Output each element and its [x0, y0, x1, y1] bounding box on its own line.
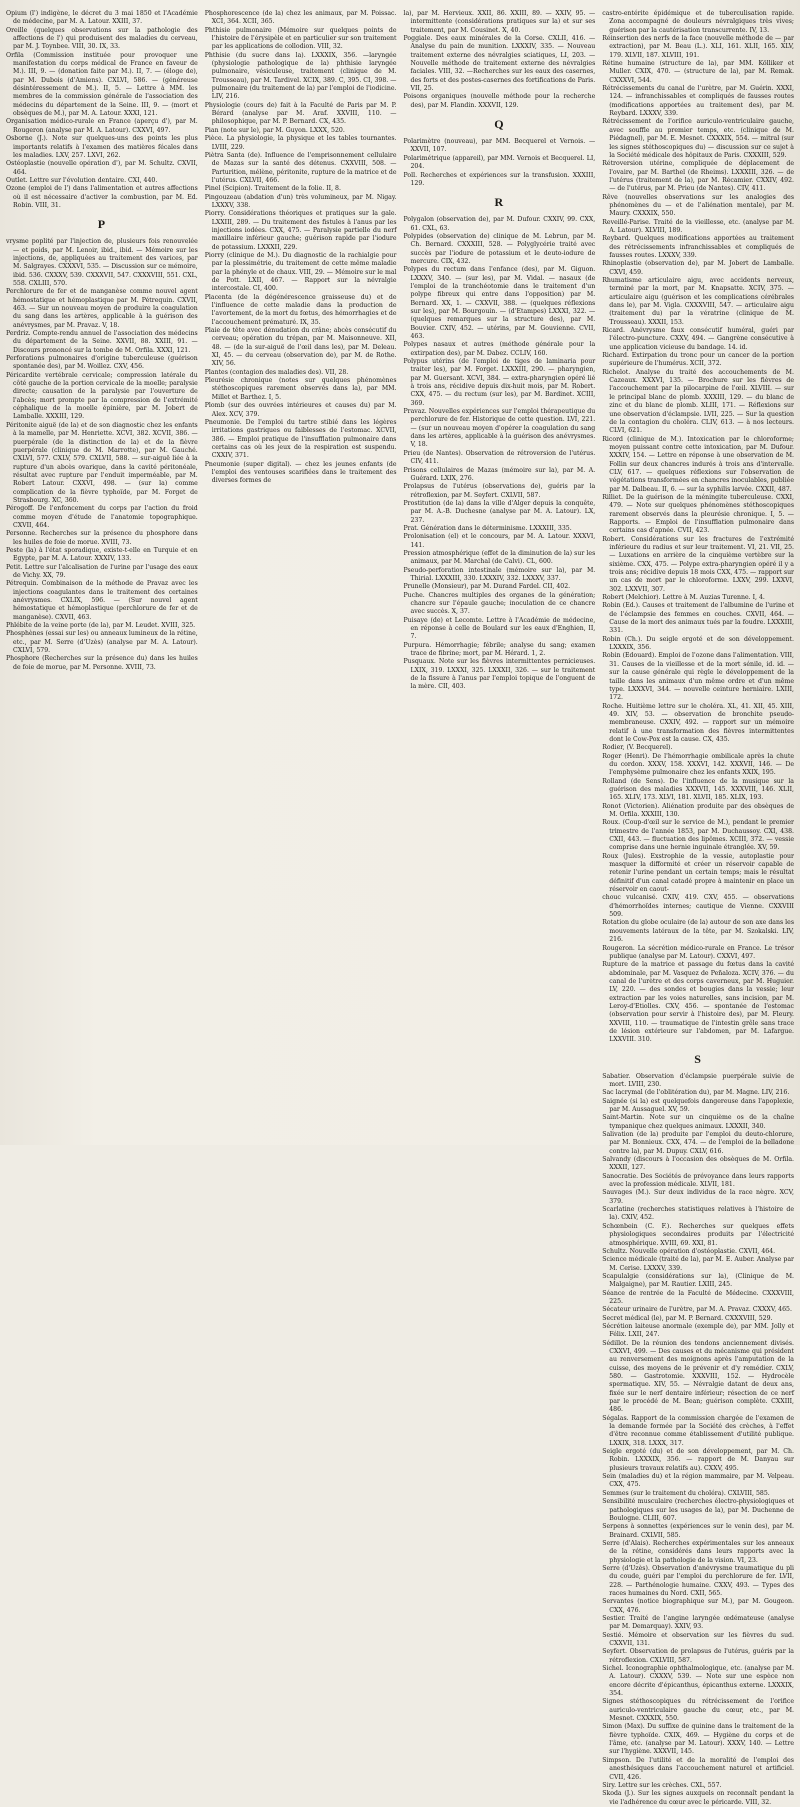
index-entry: Prat. Génération dans le déterminisme. LXXXIII, 335.: [403, 524, 572, 532]
index-entry: Péritonite aiguë (de la) et de son diagnostic chez les enfants à la mamelle, par M. Henriette. XCVI, 382. XCVII, 386. — puerpérale (de la distinction de la) et de la fièvre puerpérale (clinique de M. Marrotte), par M. Gauché. CXLVI, 577. CXLV, 579. CXLVII, 588. — sur-aiguë liée à la rupture d'un abcès ovarique, dans la cavité péritonéale, résultat avec rupture par l'enduit imperméable, par M. Robert Latour. CXXVI, 498. — (sur la) comme complication de la fièvre typhoïde, par M. Forget de Strasbourg. XC, 360.: [6, 421, 198, 504]
index-entry: Plantes (contagion des maladies des). VII, 28.: [204, 368, 349, 376]
index-entry: Prunelle (Monsieur), par M. Durand Fardel. CII, 402.: [403, 583, 571, 591]
index-entry: Roux. (Coup-d'œil sur le service de M.), pendant le premier trimestre de l'année 1853, par M. Duchaussoy. CXI, 438. CXII, 443. — fluctuation des lipômes. XCIII, 372. — vessie comprise dans une hernie inguinale étranglée. XV, 59.: [602, 819, 794, 852]
index-entry: Rétrécissements du canal de l'urètre, par M. Guérin. XXXI, 124. — infranchissables et compliqués de fausses routes (modifications apportées au traitement des), par M. Reybard. LXXXV, 339.: [602, 85, 794, 118]
index-entry: Pingouzeau (abdation d'un) très volumineux, par M. Nigay. LXXXV, 338.: [204, 193, 397, 209]
index-entry: Pièce. La physiologie, la physique et les tables tournantes. LVIII, 229.: [204, 135, 397, 151]
index-entry: Phosphorescence (de la) chez les animaux, par M. Poissac. XCI, 364. XCII, 365.: [204, 10, 397, 26]
index-entry: Saignée (si la) est quelquefois dangereuse dans l'apoplexie, par M. Aussaguel. XV, 59.: [602, 1097, 794, 1113]
index-entry: Ostéoplastie (nouvelle opération d'), par M. Schultz. CXVII, 464.: [6, 160, 198, 176]
index-entry: Skoda (J.). Sur les signes auxquels on reconnaît pendant la vie l'adhérence du cœur avec le péricarde. VIII, 32.: [602, 1790, 794, 1806]
index-entry: Serre (d'Uzès). Observation d'anévrysme traumatique du pli du coude, guéri par l'emploi du perchlorure de fer. LVII, 228. — Parthénologie humaine. CXXV, 493. — Types des races humaines du Nord. CXII, 565.: [602, 1564, 794, 1597]
index-entry: Scarlatine (recherches statistiques relatives à l'histoire de la). CXIV, 452.: [602, 1206, 794, 1222]
index-entry: Perdriz. Compte-rendu annuel de l'association des médecins du département de la Seine. XXVII, 88. XXIII, 91. — Discours prononcé sur la tombe de M. Orfila. XXXI, 121.: [6, 330, 198, 354]
column-2: [205, 10, 397, 1807]
index-entry: Physiologie (cours de) fait à la Faculté de Paris par M. P. Bérard (analyse par M. Araf. XXVIII, 110. — philosophique, par M. P. Bernard. CX, 435.: [204, 101, 397, 126]
index-entry: Pian (note sur le), par M. Guyon. LXXX, 520.: [204, 126, 345, 134]
index-entry: Prisons cellulaires de Mazas (mémoire sur la), par M. A. Guérard. LXIX, 276.: [403, 466, 596, 482]
index-entry: Pérogoff. De l'enfoncement du corps par l'action du froid comme moyen d'étude de l'anatomie topographique. CXVII, 464.: [6, 505, 198, 529]
index-entry: Organisation médico-rurale en France (aperçu d'), par M. Rougeron (analyse par M. A. Latour). CXXVI, 497.: [6, 118, 198, 134]
index-entry: Pseudo-perforation intestinale (mémoire sur la), par M. Thirial. LXXXIII, 330. LXXXIV, 332. LXXXV, 337.: [403, 566, 596, 582]
index-entry: Piorry (clinique de M.). Du diagnostic de la rachialgie pour par la plessimétrie, du traitement de cette même maladie par la phényle et de chaux. VIII, 29. — Mémoire sur le mal de Pott. LXII, 467. — Rapport sur la névralgie intercostale. CI, 400.: [204, 251, 397, 293]
index-entry: Saint-Martin. Note sur un cinquième os de la chaîne tympanique chez quelques animaux. LXXXII, 340.: [602, 1114, 794, 1130]
index-entry: Sauvages (M.). Sur deux individus de la race nègre. XCV, 379.: [602, 1189, 794, 1205]
index-entry: Purpura. Hémorrhagie; fébrile; analyse du sang; examen trace de fibrine; mort, par M. Hérard. 1, 2.: [403, 641, 596, 658]
index-entry: Robert (Melchior). Lettre à M. Auzias Turenne. I, 4.: [602, 594, 765, 602]
index-entry: Reybard. Quelques modifications apportées au traitement des rétrécissements infranchissables et compliqués de fausses routes. LXXXV, 339.: [602, 235, 794, 259]
index-entry: Phthisie (du sucre dans la). LXXXIX, 356. —laryngée (physiologie pathologique de la) phthisie laryngée pulmonaire, vésiculeuse, traitement (clinique de M. Trousseau), par M. Tardivel. XCIX, 389. C, 395. CI, 398. — pulmonaire (du traitement de la) par l'emploi de l'iodicine. LIV, 216.: [204, 51, 397, 101]
index-entry: Polypes nasaux et autres (méthode générale pour la extirpation des), par M. Dabez. CCLIV, 160.: [403, 341, 596, 357]
section-letter-q: Q: [494, 117, 505, 132]
index-entry: Poisons organiques (nouvelle méthode pour la recherche des), par M. Flandin. XXXVII, 129.: [403, 93, 596, 109]
index-entry: Signes stéthoscopiques du rétrécissement de l'orifice auriculo-ventriculaire gauche du cœur, etc., par M. Mesnet. CXXXIX, 550.: [602, 1698, 794, 1723]
index-entry: Rhumatisme articulaire aigu, avec accidents nerveux, terminé par la mort, par M. Knapsatte. XCIV, 375. — articulaire aigu (guérison et les complications cérébrales dans le), par M. Vigla. CXXXVIII, 547. — articulaire aigu (traitement du) par la vératrine (clinique de M. Trousseau). XXXII, 153.: [602, 277, 794, 326]
section-letter-s: S: [694, 1051, 702, 1066]
index-entry: Salvandy (discours à l'occasion des obsèques de M. Orfila. XXXII, 127.: [602, 1156, 794, 1172]
index-entry: Rotation du globe oculaire (de la) autour de son axe dans les mouvements latéraux de la tête, par M. Szokalski. LIV, 216.: [602, 919, 794, 944]
index-entry: Seyfert. Observation de prolapsus de l'utérus, guéris par la rétroflexion. CXLVIII, 587.: [602, 1648, 794, 1664]
index-entry: Ozone (emploi de l') dans l'alimentation et autres affections où il est nécessaire d'activer la combustion, par M. Ed. Robin. VIII, 31.: [6, 185, 198, 209]
index-entry: Pravaz. Nouvelles expériences sur l'emploi thérapeutique du perchlorure de fer. Historique de cette question. LVI, 221. — (sur un nouveau moyen d'opérer la coagulation du sang dans les artères, applicable à la guérison des anévrysmes. V, 18.: [403, 408, 596, 449]
index-entry: Robin (Ch.). Du seigle ergoté et de son développement. LXXXIX, 356.: [602, 635, 794, 652]
index-entry: Sensibilité musculaire (recherches électro-physiologiques et pathologiques sur les usages de la), par M. Duchenne de Boulogne. CLIII, 607.: [602, 1498, 794, 1522]
index-entry: Polarimétrique (appareil), par MM. Vernois et Becquerel. LI, 204.: [403, 154, 596, 171]
index-entry: Rétine humaine (structure de la), par MM. Kölliker et Muller. CXIX, 470. — (structure de la), par M. Remak. CXXXVI, 544.: [602, 60, 794, 84]
index-entry: Robin (Edouard). Emploi de l'ozone dans l'alimentation. VIII, 31. Causes de la vieillesse et de la mort sénile, id. id. — sur la cause générale qui règle le développement de la taille dans les animaux d'un même ordre et d'un même type. LXXXVI, 344. — nouvelle ceinture herniaire. LXIII, 172.: [602, 652, 794, 702]
index-entry: Rilliet. De la guérison de la méningite tuberculeuse. CXXI, 479. — Note sur quelques phénomènes stéthoscopiques rarement observés dans la pleurésie chronique. I, 5. — Rapports. — Emploi de l'insufflation pulmonaire dans certains cas d'apnée. CVII, 423.: [602, 493, 794, 535]
index-entry: Sac lacrymal (de l'oblitération du), par M. Magne. LIV, 216.: [602, 1089, 790, 1097]
index-entry: Polypus utérins (de l'emploi de tiges de laminaria pour traiter les), par M. Forget. LXXXIII, 290. — pharyngien, par M. Guersant. XCVI, 384. — extra-pharyngien opéré lié à trois ans, récidive depuis dix-huit mois, par M. Robert. CXX, 475. — du rectum (sur les), par M. Bardinet. XCIII, 369.: [403, 358, 596, 407]
index-entry: Rougeron. La sécrétion médico-rurale en France. Le trésor publique (analyse par M. Latour). CXXVI, 497.: [602, 944, 794, 960]
index-entry: Roche. Huitième lettre sur le choléra. XL, 41. XII, 45. XIII, 49. XIV, 53. — observation de bronchite pseudo-membraneuse. CXXIV, 492. — rapport sur un mémoire relatif à une transformation des fièvres intermittentes dont le Cow-Pox est la cause. CX, 435.: [602, 702, 794, 743]
index-entry: Rhinoplastie (observation de), par M. Jobert de Lamballe. CXVI, 459.: [602, 260, 794, 276]
index-entry: Poll. Recherches et expériences sur la transfusion. XXXIII, 129.: [403, 171, 596, 187]
index-entry: Pleurésie chronique (notes sur quelques phénomènes stéthoscopiques rarement observés dans la), par MM. Millet et Barthez. I, 5.: [204, 377, 397, 401]
index-entry: Plaie de tête avec dénudation du crâne; abcès consécutif du cerveau; opération du trépan, par M. Maisonneuve. XII, 48. — (de la sur-aiguë de l'œil dans les), par M. Deleau. XI, 45. — du cerveau (observation de), par M. de Rothe. XIV, 56.: [204, 327, 397, 368]
index-entry: Sestier. Traité de l'angine laryngée œdémateuse (analyse par M. Demarquay). XXIV, 93.: [602, 1614, 794, 1631]
index-entry: vrysme poplité par l'injection de, plusieurs fois renouvelée — et poids, par M. Lenoir, ibid., ibid. — Mémoire sur les injections, de, appliquées au traitement des varices, par M. Salgrayes. CXXXVI, 535. — Discussion sur ce mémoire, ibid. 536. CXXXV, 539. CXXXVII, 547. CXXXVIII, 551. CXL, 558. CXLIII, 570.: [6, 238, 198, 287]
index-entry: Prostitution (de la) dans la ville d'Alger depuis la conquête, par M. A.-B. Duchesne (analyse par M. A. Latour). LX, 237.: [403, 499, 596, 524]
index-entry: Rétrécissement de l'orifice auriculo-ventriculaire gauche, avec souffle au premier temps, etc. (clinique de M. Piédagnel), par M. E. Mesnet. CXXXIX, 554. — mitral (sur les signes stéthoscopiques du) — discussion sur ce sujet à la Société médicale des hôpitaux de Paris. CXXXIII, 529.: [602, 118, 794, 159]
index-entry: Puche. Chancres multiples des organes de la génération; chancre sur l'épaule gauche; inoculation de ce chancre avec succès. X, 37.: [403, 591, 596, 616]
column-1: [6, 10, 198, 1807]
index-entry: Sécrétion laiteuse anormale (exemple de), par MM. Jolly et Félix. LXII, 247.: [602, 1322, 794, 1339]
index-entry: Scapulalgie (considérations sur la), (Clinique de M. Malgaigne), par M. Rautier. LXIII, 245.: [602, 1272, 794, 1289]
index-entry: Rolland (de Sens). De l'influence de la musique sur la guérison des maladies XXXVII, 145. XXXVIII, 146. XLII, 165. XLIV, 173. XLVI, 181. XLVII, 185. XLIX, 193.: [602, 777, 794, 802]
index-entry: Servantes (notice biographique sur M.), par M. Gougeon. CXX, 476.: [602, 1598, 794, 1614]
index-entry: Poggiale. Des eaux minérales de la Corse. CXLII, 416. — Analyse du pain de munition. LXXXIV, 335. — Nouveau traitement externe des névralgies sciatiques, LI, 203. — Nouvelle méthode de traitement externe des névralgies faciales. VIII, 32. —Recherches sur les eaux des casernes, des forts et des postes-casernes des fortifications de Paris. VII, 25.: [403, 35, 596, 93]
index-entry: Roger (Henri). De l'hémorrhagie ombilicale après la chute du cordon. XXXV, 158. XXXVI, 142. XXXVII, 146. — De l'emphysème pulmonaire chez les enfants XXIX, 195.: [602, 752, 794, 777]
index-entry: Sichel. Iconographie ophthalmologique, etc. (analyse par M. A. Latour). CXXXV, 539. — Note sur une espèce non encore décrite d'épicanthus, épicanthus externe. LXXXIX, 354.: [602, 1665, 794, 1698]
index-entry: Phlébite de la veine porte (de la), par M. Leudet. XVIII, 325.: [6, 622, 196, 630]
index-entry: Secret médical (le), par M. P. Bernard. CXXXVIII, 529.: [602, 1314, 773, 1322]
index-entry: Pression atmosphérique (effet de la diminution de la) sur les animaux, par M. Marchal (de Calvi). CL, 600.: [403, 549, 596, 566]
index-entry: Polypes du rectum dans l'enfance (des), par M. Giguon. LXXXV, 340. — (sur les), par M. Vidal. — nasaux (de l'emploi de la tranchéotomie dans le traitement d'un polype fibreux qui entre dans l'opposition) par M. Bernard. XX, 1. — CXXVII, 388. — (quelques réflexions sur les), par M. Bourgouin. — (d'Etampes) LXXXI, 322. — (quelques remarques sur la structure des), par M. Bouvier. CXIV, 452. — utérins, par M. Gouvienne. CVII, 463.: [403, 266, 596, 340]
section-letter-p: P: [97, 217, 107, 232]
index-entry: Robin (Ed.). Causes et traitement de l'albumine de l'urine et de l'éclampsie des femmes en couches. CXVII, 464. — Cause de la mort des animaux tués par la foudre. LXXXIII, 331.: [602, 602, 794, 635]
index-entry: Péricardite vertébrale cervicale; compression latérale du côté gauche de la portion cervicale de la moelle; paralysie directe; causation de la paralysie par l'ouverture de l'abcès; mort prompte par la compression de l'extrémité céphalique de la moelle épinière, par M. Jobert de Lamballe. XXXIII, 129.: [6, 371, 198, 421]
index-entry: Pinel (Scipion). Traitement de la folie. II, 8.: [204, 185, 341, 193]
index-entry: Perforations pulmonaires d'origine tuberculeuse (guérison spontanée des), par M. Woillez. CXV, 456.: [6, 355, 198, 371]
index-entry: Richelot. Analyse du traité des accouchements de M. Cazeaux. XXXVI, 135. — Brochure sur les fièvres de l'accouchement par la pilocarpine de l'œil. XLVIII. — sur le principal blanc de plomb. XXXIII, 129. — du blanc de zinc et du blanc de plomb. XLIII, 171. — Réflexions sur une observation d'éclampsie. LVII, 225. — Sur la question de la contagion du choléra. CLIV, 613. — à nos lecteurs. CLVI, 621.: [602, 368, 794, 435]
index-entry: Simpson. De l'utilité et de la moralité de l'emploi des anesthésiques dans l'accouchement naturel et artificiel. CVII, 426.: [602, 1756, 794, 1781]
index-entry: Personne. Recherches sur la présence du phosphore dans les huiles de foie de morue. XVIII, 73.: [6, 530, 198, 546]
index-entry: Placenta (de la dégénérescence graisseuse du) et de l'influence de cette maladie dans la production de l'avortement, de la mort du fœtus, des hémorrhagies et de l'accouchement prématuré. IX, 35.: [204, 293, 397, 326]
index-entry: Osborne (J.). Note sur quelques-uns des points les plus importants relatifs à l'examen des matières fécales dans les maladies. LXV, 257. LXVI, 262.: [6, 135, 198, 159]
index-entry: castro-entérite épidémique et de tuberculisation rapide. Zona accompagné de douleurs névralgiques très vives; guérison par la cautérisation transcurrente. IV, 13.: [602, 10, 794, 34]
index-entry: Sein (maladies du) et la région mammaire, par M. Velpeau. CXX, 475.: [602, 1473, 794, 1489]
index-entry: Science médicale (traité de la), par M. E. Auber. Analyse par M. Cerise. LXXXV, 339.: [602, 1256, 794, 1272]
index-entry: Prieu (de Nantes). Observation de rétroversion de l'utérus. CIV, 411.: [403, 449, 596, 466]
index-entry: Salivation (de la) produite par l'emploi du deuto-chlorure, par M. Bonnieux. CXX, 474. — de l'emploi de la belladone contre la), par M. Dupuy. CXLV, 616.: [602, 1131, 794, 1155]
index-entry: Prolonisation (el) et le concours, par M. A. Latour. XXXVI, 141.: [403, 533, 596, 549]
index-entry: Ronot (Victorien). Aliénation produite par des obsèques de M. Orfila. XXXIII, 130.: [602, 802, 794, 818]
index-columns: [6, 10, 795, 1806]
index-entry: Sestié. Mémoire et observation sur les fièvres du sud. CXXVII, 131.: [602, 1631, 794, 1647]
index-entry: Sanocratie. Des Sociétés de prévoyance dans leurs rapports avec la profession médicale. XLVII, 181.: [602, 1172, 794, 1189]
index-entry: Opium (l') indigène, le décret du 3 mai 1850 et l'Académie de médecine, par M. A. Latour. XXIII, 37.: [6, 10, 198, 26]
index-entry: Phthisie pulmonaire (Mémoire sur quelques points de l'histoire de l'érysipèle et en particulier sur son traitement par les applications de collodion. VIII, 32.: [204, 26, 397, 51]
index-entry: Schultz. Nouvelle opération d'ostéoplastie. CXVII, 464.: [602, 1247, 776, 1255]
index-entry: Pusquaux. Note sur les fièvres intermittentes pernicieuses. LXIX, 319. LXXXI, 325. LXXXII, 326. — sur le traitement de la fissure à l'anus par l'emploi topique de l'onguent de la mère. CII, 403.: [403, 658, 596, 691]
index-entry: Plomb (sur des ouvrées intérieures et causes du) par M. Alex. XCV, 379.: [204, 402, 397, 418]
index-entry: Polarimètre (nouveau), par MM. Becquerel et Vernois. — XXVII, 107.: [403, 138, 596, 154]
index-entry: Réinsertion des nerfs de la face (nouvelle méthode de — par extraction), par M. Beau (L.). XLI, 161. XLII, 165. XLV, 179. XLVII, 187. XLVIII, 191.: [602, 35, 794, 59]
index-entry: Peste (la) à l'état sporadique, existe-t-elle en Turquie et en Egypte, par M. A. Latour. XXXIV, 133.: [6, 546, 198, 563]
index-entry: Ricord (clinique de M.). Intoxication par le chloroforme; moyen puissant contre cette intoxication, par M. Dufour. XXXIV, 154. — Lettre en réponse à une observation de M. Follin sur deux chancres indurés à trois ans d'intervalle. CLV, 617. — quelques réflexions sur l'observation de végétations transformées en chancres inoculables, publiée par M. Dalbeau. II, 6. — sur la syphilis larvée. CXXII, 487.: [602, 435, 794, 493]
index-entry: Séance de rentrée de la Faculté de Médecine. CXXXVIII, 225.: [602, 1289, 794, 1305]
index-entry: Pétrequin. Combinaison de la méthode de Pravaz avec les injections coagulantes dans le traitement des certaines anévrysmes. CXLIX, 596. — (Sur nouvel agent hémostatique et hémoplastique (perchlorure de fer et de manganèse). CXVII, 463.: [6, 580, 198, 621]
index-entry: Robert. Considérations sur les fractures de l'extrémité inférieure du radius et sur leur traitement. VI, 21. VII, 25. — Luxations en arrière de la cinquième vertèbre sur la sixième. CXX, 475. — Polype extra-pharyngien opéré il y a trois ans; récidive depuis 18 mois CXX, 475. — rapport sur un cas de mort par le chloroforme. LXXV, 299. LXXVI, 302. LXXVII, 307.: [602, 535, 795, 593]
index-entry: Petit. Lettre sur l'alcalisation de l'urine par l'usage des eaux de Vichy. XX, 79.: [6, 563, 198, 579]
column-4: [602, 10, 794, 1807]
index-entry: Seigle ergoté (du) et de son développement, par M. Ch. Robin. LXXXIX, 356. — rapport de M. Danyau sur plusieurs travaux relatifs au). CXXV, 495.: [602, 1448, 794, 1472]
index-entry: Serre (d'Alais). Recherches expérimentales sur les anneaux de la rétine, considérés dans leurs rapports avec la physiologie et la pathologie de la vision. VI, 23.: [602, 1539, 794, 1564]
index-entry: Rêve (nouvelles observations sur les analogies des phénomènes du — et de l'aliénation mentale), par M. Maury. CXXXIX, 550.: [602, 193, 794, 218]
index-entry: Rodier, (V. Becquerel).: [602, 744, 673, 752]
index-entry: Sécateur urinaire de l'urètre, par M. A. Pravaz. CXXXV, 465.: [602, 1306, 792, 1314]
index-entry: Prolapsus de l'utérus (observations de), guéris par la rétroflexion, par M. Seyfert. CXLVII, 587.: [403, 483, 596, 499]
index-entry: Roux (Jules). Exstrophie de la vessie, autoplastie pour masquer la difformité et créer un réservoir capable de retenir l'urine pendant un certain temps; mais le résultat définitif d'un canal catadé propre à maintenir en place un réservoir en caout-: [602, 852, 794, 894]
column-3: [404, 10, 596, 1807]
index-entry: Siry. Lettre sur les crèches. CXL, 557.: [602, 1781, 722, 1789]
index-entry: Rétroversion utérine, compliquée de déplacement de l'ovaire, par M. Barthel (de Rheims). LXXXIII, 326. — de l'utérus (traitement de la), par M. Récamier. CXXIV, 492. — de l'utérus, par M. Prieu (de Nantes). CIV, 411.: [602, 160, 794, 193]
index-entry: Polygalon (observation de), par M. Dufour. CXXIV, 99. CXX, 61. CXL, 63.: [403, 216, 596, 232]
index-entry: la), par M. Hervieux. XXII, 86. XXIII, 89. — XXIV, 95. — intermittente (considérations pratiques sur la) et sur ses traitement, par M. Cousinet. X, 40.: [403, 10, 596, 34]
index-entry: Ségalas. Rapport de la commission chargée de l'examen de la demande formée par la Société des crèches, à l'effet d'être reconnue comme établissement d'utilité publique. LXXIX, 318. LXXX, 317.: [602, 1414, 794, 1447]
index-entry: Pneumonie. De l'emploi du tartre stibié dans les légères irritations gastriques ou faiblesses de l'estomac. XCVII, 386. — Emploi pratique de l'insufflation pulmonaire dans certains cas où les jeux de la respiration est suspendu. CXXIV, 371.: [204, 418, 397, 460]
index-entry: Puisaye (de) et Lecomte. Lettre à l'Académie de médecine, en réponse à celle de Boulard sur les eaux d'Enghien, II, 7.: [403, 616, 596, 641]
index-entry: Ricard. Anévrysme faux consécutif huméral, guéri par l'électro-puncture. CXXV, 494. — Gangrène consécutive à une application vicieuse du bandage. 14. id.: [602, 327, 794, 351]
section-letter-r: R: [494, 195, 505, 210]
index-entry: Perchlorure de fer et de manganèse comme nouvel agent hémostatique et hémoplastique par M. Pétrequin. CXVII, 463. — Sur un nouveau moyen de produire la coagulation du sang dans les artères, applicable à la guérison des anévrysmes, par M. Pravaz. V, 18.: [6, 288, 198, 329]
index-entry: Polypides (observation de) clinique de M. Lebrun, par M. Ch. Bernard. CXXXIII, 528. — Polyglycérie traité avec succès par l'iodure de potassium et le deuto-iodure de mercure. CIX, 432.: [403, 232, 596, 265]
index-entry: Simon (Max). Du suffixe de quinine dans le traitement de la fièvre typhoïde. CXIX, 469. — Hygiène du corps et de l'âme, etc. (analyse par M. Latour). XXXV, 140. — Lettre sur l'hygiène. XXXVII, 145.: [602, 1723, 794, 1756]
index-entry: Semmes (sur le traitement du choléra). CXLVIII, 585.: [602, 1489, 770, 1497]
index-entry: Richard. Extirpation du tronc pour un cancer de la portion supérieure de l'humérus. XCII, 372.: [602, 352, 794, 368]
index-entry: Sabatier. Observation d'éclampsie puerpérale suivie de mort. LVIII, 230.: [602, 1072, 794, 1088]
index-entry: Reveillé-Parise. Traité de la vieillesse, etc. (analyse par M. A. Latour). XLVIII, 189.: [602, 218, 794, 234]
index-entry: Schœnbein (C. F.). Recherches sur quelques effets physiologiques secondaires produits par l'électricité atmosphérique. XVIII, 69. XXI, 81.: [602, 1222, 794, 1247]
index-entry: Piètra Santa (de). Influence de l'emprisonnement cellulaire de Mazas sur la santé des détenus. CXXVIII, 508. — Parturition, mélène, péritonite, rupture de la matrice et de l'utérus. CXLVII, 466.: [204, 151, 397, 184]
index-entry: Outlet. Lettre sur l'évolution dentaire. CXI, 440.: [6, 176, 158, 184]
index-entry: Piorry. Considérations théoriques et pratiques sur la gale. LXXIII, 289. — Du traitement des fistules à l'anus par les injections iodées. CXX, 475. — Paralysie partielle du nerf maxillaire inférieur gauche; guérison rapide par l'iodure de potassium. LXXXII, 229.: [204, 210, 397, 251]
index-entry: Rupture de la matrice et passage du fœtus dans la cavité abdominale, par M. Vasquez de Peñaloza. XCIV, 376. — du canal de l'urètre et des corps caverneux, par M. Huguier. LV, 220. — des sondes et bougies dans la vessie; leur extraction par les voies naturelles, sans incision, par M. Leroy-d'Etiolles. CXV, 456. — spontanée de l'estomac (observation pour servir à l'histoire des), par M. Fleury. XXVIII, 110. — traumatique de l'intestin grêle sans trace de lésion extérieure sur l'abdomen, par M. Lafargue. LXXVIII. 310.: [602, 961, 794, 1044]
index-entry: Orfila (Commission instituée pour provoquer une manifestation du corps médical de France en faveur de M.). III, 9. — (donation faite par M.). II, 7. — (éloge de), par M. Dubois (d'Amiens). CXLVI, 586. — (généreuse désintéressement de M.). II, 5. — Lettre à MM. les membres de la commission générale de l'association des médecins du département de la Seine. III, 9. — (mort et obsèques de M.), par M. A. Latour. XXXI, 121.: [6, 51, 198, 118]
index-entry: Phosphènes (essai sur les) ou anneaux lumineux de la rétine, etc., par M. Serre (d'Uzès) (analyse par M. A. Latour). CXLVI, 579.: [6, 630, 198, 655]
index-entry: chouc vulcanisé. CXIV, 419. CXV, 455. — observations d'hémorrhoïdes internes; cautique de Vienne. CXXVIII 509.: [602, 894, 794, 919]
index-entry: Sédillot. De la réunion des tendons anciennement divisés. CXXVI, 499. — Des causes et du mécanisme qui président au renversement des moignons après l'amputation de la cuisse, des moyens de le prévenir et d'y remédier. CXLV, 580. — Gastrotomie. XXXVIII, 152. — Hydrocèle spermatique. XIV, 55. — Névralgie datant de deux ans, fixée sur le nerf dentaire inférieur; résection de ce nerf par le procédé de M. Bean; guérison complète. CXXIII, 486.: [602, 1339, 794, 1414]
index-entry: Oreille (quelques observations sur la pathologie des affections de l') qui produisent des maladies du cerveau, par M. J. Toynbee. VIII, 30. IX, 33.: [6, 26, 198, 51]
index-entry: Phosphore (Recherches sur la présence du) dans les huiles de foie de morue, par M. Personne. XVIII, 73.: [6, 655, 198, 671]
index-entry: Pneumonie (super digital). — chez les jeunes enfants (de l'emploi des ventouses scarifiées dans le traitement des diverses formes de: [204, 460, 397, 485]
index-entry: Serpens à sonnettes (expériences sur le venin des), par M. Brainard. CXLVII, 585.: [602, 1523, 794, 1539]
